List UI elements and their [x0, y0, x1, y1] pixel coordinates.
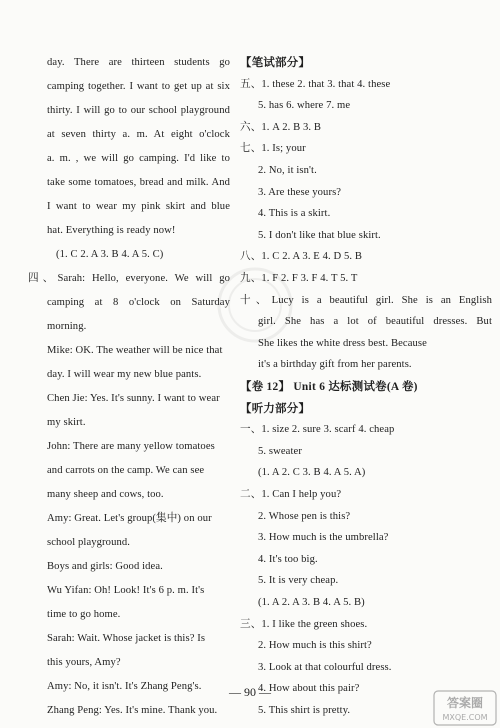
answer-line: 五、1. these 2. that 3. that 4. these [240, 78, 391, 90]
text-line: take some tomatoes, bread and milk. And [47, 177, 230, 188]
svg-text:MXQE.COM: MXQE.COM [442, 713, 488, 722]
text-line: camping at 8 o'clock on Saturday [47, 297, 230, 308]
text-line: day. There are thirteen students go [47, 57, 230, 68]
text-line: John: There are many yellow tomatoes [47, 441, 215, 452]
answer-line: 2. How much is this shirt? [258, 640, 372, 652]
answer-line: 2. No, it isn't. [258, 165, 317, 176]
text-line: I want to wear my pink skirt and blue [47, 201, 230, 212]
text-line: Zhang Peng: Yes. It's mine. Thank you. [47, 705, 218, 716]
answer-line: 三、1. I like the green shoes. [240, 618, 368, 630]
answer-line: 六、1. A 2. B 3. B [240, 121, 322, 133]
answer-line: 七、1. Is; your [240, 143, 306, 155]
text-line: morning. [47, 321, 87, 332]
answer-line: 5. It is very cheap. [258, 575, 339, 587]
answer-line: 二、1. Can I help you? [240, 489, 342, 500]
page-number: — 90 — [229, 685, 271, 699]
text-line: at seven thirty a. m. At eight o'clock [47, 129, 230, 140]
text-line: Amy: Great. Let's group(集中) on our [47, 513, 212, 524]
text-line: Chen Jie: Yes. It's sunny. I want to wear [47, 393, 220, 404]
text-line: Wu Yifan: Oh! Look! It's 6 p. m. It's [47, 585, 205, 596]
answer-line: 4. How about this pair? [258, 683, 360, 695]
text-line: Sarah: Wait. Whose jacket is this? Is [47, 633, 206, 644]
test-title: 【卷 12】 Unit 6 达标测试卷(A 卷) [240, 381, 418, 393]
text-line: Boys and girls: Good idea. [47, 561, 163, 572]
answer-line: 十、Lucy is a beautiful girl. She is an English [240, 294, 492, 306]
section-header: 【笔试部分】 [240, 57, 311, 69]
text-line: hat. Everything is ready now! [47, 225, 176, 236]
text-line: Mike: OK. The weather will be nice that [47, 345, 223, 356]
answer-line: it's a birthday gift from her parents. [258, 359, 412, 371]
answer-line: 3. Look at that colourful dress. [258, 661, 392, 673]
text-line: camping together. I want to get up at six [47, 81, 230, 92]
text-line: and carrots on the camp. We can see [47, 465, 205, 476]
text-line: a. m. , we will go camping. I'd like to [47, 153, 230, 164]
answer-key-line: (1. C 2. A 3. B 4. A 5. C) [56, 249, 164, 260]
answer-line: 5. sweater [258, 445, 302, 457]
answer-line: 八、1. C 2. A 3. E 4. D 5. B [240, 251, 363, 263]
answer-line: 九、1. F 2. F 3. F 4. T 5. T [240, 273, 358, 284]
text-line: this yours, Amy? [47, 657, 121, 668]
text-line: time to go home. [47, 609, 121, 620]
answer-line: (1. A 2. C 3. B 4. A 5. A) [258, 467, 366, 479]
section-line: 四、Sarah: Hello, everyone. We will go [28, 273, 230, 284]
text-line: thirty. I will go to our school playground [47, 105, 230, 116]
watermark-logo-icon [433, 690, 497, 726]
answer-line: 5. has 6. where 7. me [258, 100, 351, 112]
svg-text:答案圈: 答案圈 [446, 696, 484, 710]
text-line: day. I will wear my new blue pants. [47, 369, 202, 380]
answer-line: 3. Are these yours? [258, 186, 342, 198]
answer-line: She likes the white dress best. Because [258, 337, 427, 349]
answer-line: 5. I don't like that blue skirt. [258, 229, 381, 241]
answer-line: 4. This is a skirt. [258, 208, 331, 220]
section-header: 【听力部分】 [240, 402, 311, 415]
answer-line: 3. How much is the umbrella? [258, 532, 389, 544]
text-line: school playground. [47, 537, 131, 548]
answer-line: 4. It's too big. [258, 553, 318, 565]
text-line: my skirt. [47, 417, 86, 428]
answer-line: girl. She has a lot of beautiful dresses. But [258, 316, 492, 328]
text-line: Amy: No, it isn't. It's Zhang Peng's. [47, 681, 202, 692]
answer-line: (1. A 2. A 3. B 4. A 5. B) [258, 597, 365, 608]
answer-line: 一、1. size 2. sure 3. scarf 4. cheap [240, 424, 395, 436]
answer-line: 5. This shirt is pretty. [258, 705, 351, 716]
text-line: many sheep and cows, too. [47, 489, 164, 500]
answer-line: 2. Whose pen is this? [258, 510, 351, 522]
